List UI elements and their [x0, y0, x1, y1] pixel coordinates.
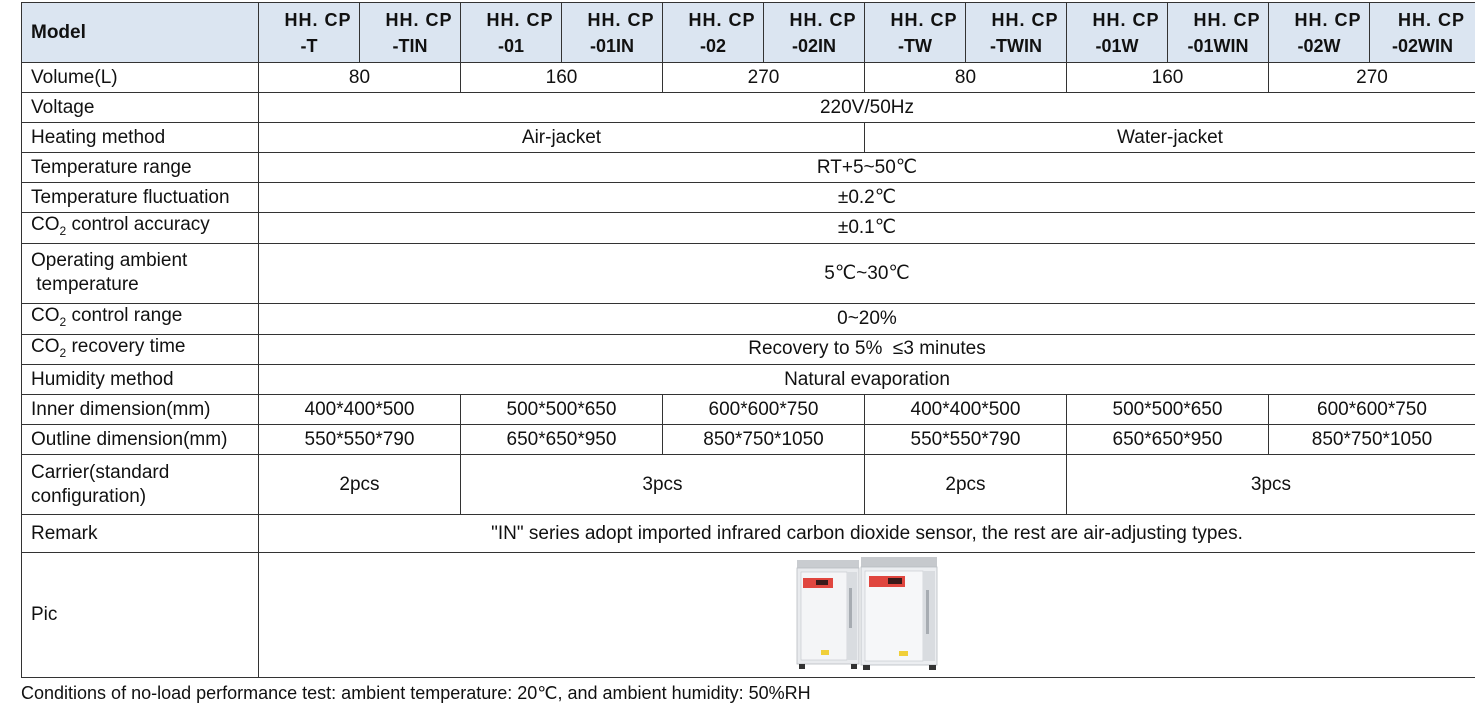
heating-cell: Air-jacket — [259, 123, 865, 153]
incubator-product-image — [795, 556, 940, 672]
co2-recovery-row — [22, 334, 1475, 365]
humidity-cell: Natural evaporation — [259, 365, 1475, 395]
row-label: Temperature fluctuation — [22, 183, 259, 213]
model-header: Model — [22, 3, 259, 63]
ambient-cell: 5℃~30℃ — [259, 243, 1475, 303]
volume-cell: 160 — [461, 63, 663, 93]
row-label: Pic — [22, 553, 259, 678]
carrier-cell: 2pcs — [865, 455, 1067, 515]
inner-cell: 600*600*750 — [663, 395, 865, 425]
outline-dimension-row — [22, 425, 1475, 455]
ambient-row — [22, 243, 1475, 303]
model-header-cell: HH. CP -02WIN — [1370, 3, 1475, 63]
volume-cell: 270 — [663, 63, 865, 93]
model-header-cell: HH. CP -01WIN — [1168, 3, 1269, 63]
row-label: Heating method — [22, 123, 259, 153]
outline-cell: 550*550*790 — [865, 425, 1067, 455]
model-header-cell: HH. CP -TIN — [360, 3, 461, 63]
outline-cell: 650*650*950 — [1067, 425, 1269, 455]
temp-fluct-cell: ±0.2℃ — [259, 183, 1475, 213]
volume-cell: 160 — [1067, 63, 1269, 93]
model-header-cell: HH. CP -02IN — [764, 3, 865, 63]
voltage-cell: 220V/50Hz — [259, 93, 1475, 123]
co2-accuracy-row — [22, 213, 1475, 244]
row-label: Temperature range — [22, 153, 259, 183]
inner-cell: 500*500*650 — [1067, 395, 1269, 425]
row-label: Inner dimension(mm) — [22, 395, 259, 425]
volume-cell: 80 — [865, 63, 1067, 93]
inner-cell: 400*400*500 — [259, 395, 461, 425]
outline-cell: 850*750*1050 — [663, 425, 865, 455]
header-row — [22, 3, 1475, 63]
spec-table — [21, 2, 1475, 678]
co2-range-cell: 0~20% — [259, 303, 1475, 334]
co2-recovery-cell: Recovery to 5% ≤3 minutes — [259, 334, 1475, 365]
volume-row — [22, 63, 1475, 93]
model-header-cell: HH. CP -TW — [865, 3, 966, 63]
remark-cell: "IN" series adopt imported infrared carbon dioxide sensor, the rest are air-adjusting types. — [259, 515, 1475, 553]
pic-cell — [259, 553, 1475, 678]
temp-fluct-row — [22, 183, 1475, 213]
row-label: $CO_2$ control accuracy — [22, 213, 259, 244]
carrier-cell: 3pcs — [461, 455, 865, 515]
carrier-cell: 3pcs — [1067, 455, 1475, 515]
row-label: $CO_2$ control range — [22, 303, 259, 334]
row-label: Operating ambient temperature — [22, 243, 259, 303]
model-header-cell: HH. CP -T — [259, 3, 360, 63]
row-label: Carrier(standard configuration) — [22, 455, 259, 515]
model-header-cell: HH. CP -01IN — [562, 3, 663, 63]
co2-accuracy-cell: ±0.1℃ — [259, 213, 1475, 244]
pic-row — [22, 553, 1475, 678]
model-header-cell: HH. CP -02 — [663, 3, 764, 63]
outline-cell: 850*750*1050 — [1269, 425, 1475, 455]
model-header-cell: HH. CP -02W — [1269, 3, 1370, 63]
temp-range-cell: RT+5~50℃ — [259, 153, 1475, 183]
co2-range-row — [22, 303, 1475, 334]
outline-cell: 650*650*950 — [461, 425, 663, 455]
inner-dimension-row — [22, 395, 1475, 425]
row-label: Voltage — [22, 93, 259, 123]
model-header-cell: HH. CP -01W — [1067, 3, 1168, 63]
temp-range-row — [22, 153, 1475, 183]
heating-row — [22, 123, 1475, 153]
heating-cell: Water-jacket — [865, 123, 1475, 153]
test-conditions-footnote: Conditions of no-load performance test: ambient temperature: 20℃, and ambient humidity: 50%RH — [21, 683, 811, 703]
remark-row — [22, 515, 1475, 553]
voltage-row — [22, 93, 1475, 123]
inner-cell: 400*400*500 — [865, 395, 1067, 425]
volume-cell: 270 — [1269, 63, 1475, 93]
row-label: Volume(L) — [22, 63, 259, 93]
carrier-row — [22, 455, 1475, 515]
carrier-cell: 2pcs — [259, 455, 461, 515]
humidity-row — [22, 365, 1475, 395]
row-label: Outline dimension(mm) — [22, 425, 259, 455]
model-header-cell: HH. CP -TWIN — [966, 3, 1067, 63]
row-label: Remark — [22, 515, 259, 553]
model-header-cell: HH. CP -01 — [461, 3, 562, 63]
row-label: Humidity method — [22, 365, 259, 395]
inner-cell: 500*500*650 — [461, 395, 663, 425]
volume-cell: 80 — [259, 63, 461, 93]
row-label: $CO_2$ recovery time — [22, 334, 259, 365]
inner-cell: 600*600*750 — [1269, 395, 1475, 425]
outline-cell: 550*550*790 — [259, 425, 461, 455]
